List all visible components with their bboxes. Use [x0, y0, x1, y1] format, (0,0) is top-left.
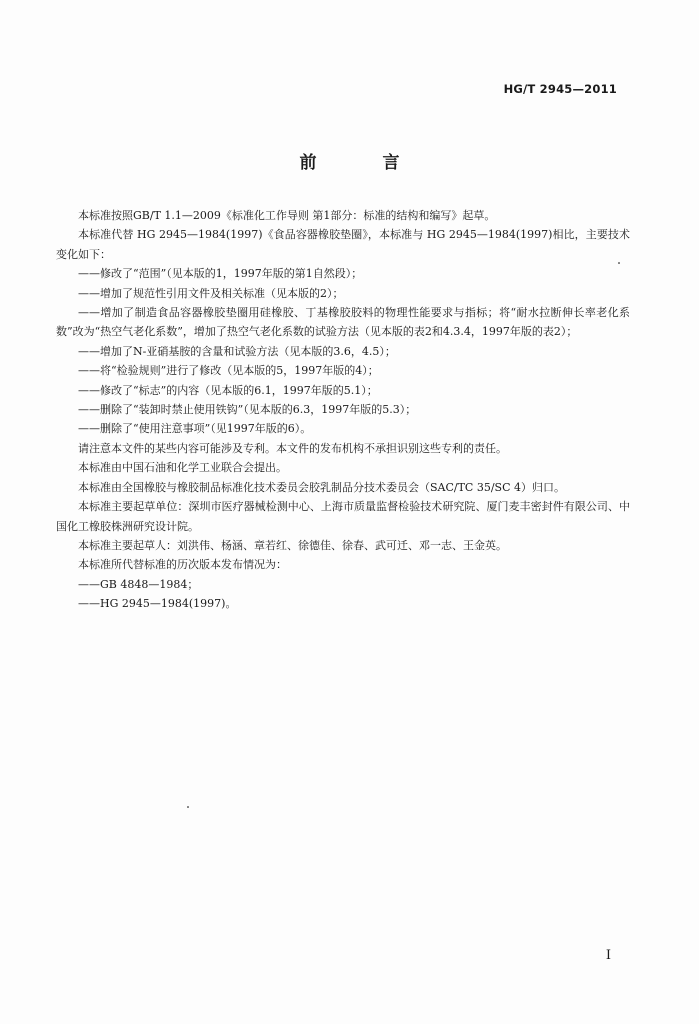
paragraph: 本标准代替 HG 2945—1984(1997)《食品容器橡胶垫圈》，本标准与 HG 2945—1984(1997)相比，主要技术变化如下：	[56, 228, 630, 261]
paragraph: 本标准主要起草人：刘洪伟、杨涵、章若红、徐德佳、徐春、武可迁、邓一志、王金英。	[78, 538, 507, 552]
list-item: ——删除了“装卸时禁止使用铁钩”（见本版的6.3，1997年版的5.3）；	[78, 403, 417, 417]
scan-speck	[618, 262, 620, 264]
paragraph: 本标准主要起草单位：深圳市医疗器械检测中心、上海市质量监督检验技术研究院、厦门麦丰密封件有限公司、中国化工橡胶株洲研究设计院。	[56, 500, 630, 533]
list-item: ——增加了N-亚硝基胺的含量和试验方法（见本版的3.6，4.5）；	[78, 344, 396, 358]
list-item: ——GB 4848—1984；	[78, 577, 199, 591]
list-item: ——增加了规范性引用文件及相关标准（见本版的2）；	[78, 286, 344, 300]
foreword-body	[56, 206, 630, 614]
list-item: ——删除了“使用注意事项”（见1997年版的6）。	[78, 422, 312, 436]
scan-speck	[187, 806, 189, 808]
paragraph: 本标准按照GB/T 1.1—2009《标准化工作导则 第1部分：标准的结构和编写》起草。	[78, 209, 496, 222]
list-item: ——将“检验规则”进行了修改（见本版的5，1997年版的4）；	[78, 364, 379, 378]
list-item: ——修改了“范围”（见本版的1，1997年版的第1自然段）；	[78, 267, 363, 281]
standard-code: HG/T 2945—2011	[503, 82, 617, 96]
list-item: ——增加了制造食品容器橡胶垫圈用硅橡胶、丁基橡胶胶料的物理性能要求与指标；将“耐水拉断伸长率老化系数”改为“热空气老化系数”，增加了热空气老化系数的试验方法（见本版的表2和4.3.4，1997年版的表2）；	[56, 306, 630, 339]
paragraph: 本标准所代替标准的历次版本发布情况为：	[78, 558, 287, 572]
page-title: 前 言	[299, 153, 430, 173]
paragraph: 请注意本文件的某些内容可能涉及专利。本文件的发布机构不承担识别这些专利的责任。	[78, 441, 507, 455]
paragraph: 本标准由中国石油和化学工业联合会提出。	[78, 461, 287, 475]
list-item: ——修改了“标志”的内容（见本版的6.1，1997年版的5.1）；	[78, 383, 378, 397]
paragraph: 本标准由全国橡胶与橡胶制品标准化技术委员会胶乳制品分技术委员会（SAC/TC 35/SC 4）归口。	[78, 480, 565, 494]
list-item: ——HG 2945—1984(1997)。	[78, 597, 237, 611]
page-number: I	[605, 948, 611, 963]
